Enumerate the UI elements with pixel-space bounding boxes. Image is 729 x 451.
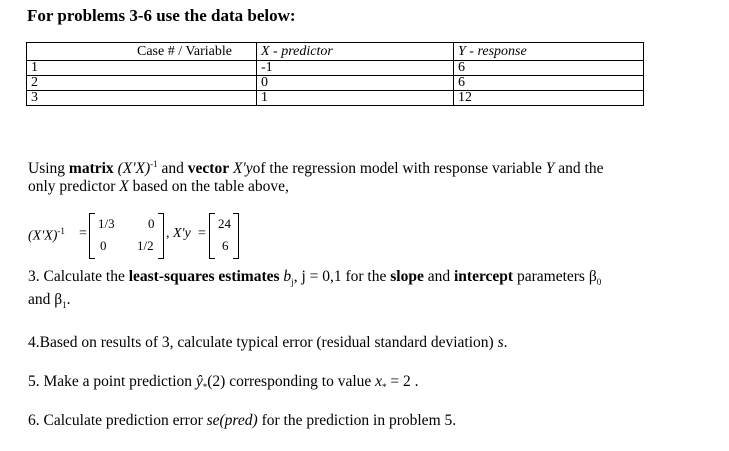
right-bracket [158, 213, 164, 259]
equals-sign: = [198, 226, 206, 241]
cell-y: 6 [454, 61, 644, 76]
intercept-term: intercept [453, 268, 514, 285]
cell-x: 0 [257, 76, 454, 91]
table-row [27, 91, 644, 106]
problem-4: 4.Based on results of 3, calculate typical error (residual standard deviation) s. [28, 334, 508, 351]
equals-sign: = [79, 226, 87, 241]
cell-y: 6 [454, 76, 644, 91]
intro-line-1: Using matrix $(X'X)^{-1}$ and vector X'yof the regression model with response variable Y and the [28, 159, 604, 178]
matrix-cell: 0 [148, 216, 155, 231]
intro-xtx: (X'X) [113, 160, 151, 178]
header-y: Y - response [454, 43, 644, 61]
cell-x: 1 [257, 91, 454, 106]
intro-x-var: X [119, 178, 129, 195]
slope-term: slope [390, 268, 424, 285]
problem-3-line-2: and $\beta_1$. [28, 291, 71, 311]
problem-3-line-1: 3. Calculate the least-squares estimates $b_j$, j = 0,1 for the slope and intercept parameters $\beta_0$ [28, 268, 602, 288]
xty-label: X'y [173, 226, 191, 241]
cell-case: 1 [27, 61, 257, 76]
intro-text: only predictor [28, 178, 120, 195]
matrix-cell: 0 [100, 238, 107, 253]
separator-comma: , [166, 226, 170, 241]
page-heading: For problems 3-6 use the data below: [27, 6, 296, 25]
vector-cell: 6 [222, 238, 229, 253]
right-bracket [233, 213, 239, 259]
left-bracket [89, 213, 95, 259]
intro-text: and the [554, 160, 604, 178]
table-row [27, 61, 644, 76]
ls-estimates-term: least-squares estimates [128, 268, 280, 285]
intro-y-var: Y [545, 160, 555, 178]
cell-y: 12 [454, 91, 644, 106]
intro-xty: X'y [229, 160, 253, 178]
intro-matrix-word: matrix [68, 160, 114, 178]
data-table [26, 42, 644, 106]
problem-6: 6. Calculate prediction error se(pred) for the prediction in problem 5. [28, 412, 457, 429]
intro-text: Using [28, 160, 69, 178]
intro-vector-word: vector [187, 160, 230, 178]
intro-text: and [157, 160, 188, 178]
matrix-cell: 1/2 [137, 238, 154, 253]
header-case: Case # / Variable [27, 43, 257, 61]
table-row [27, 76, 644, 91]
vector-cell: 24 [218, 216, 231, 231]
cell-x: -1 [257, 61, 454, 76]
intro-line-2 [28, 178, 289, 196]
cell-case: 3 [27, 91, 257, 106]
cell-case: 2 [27, 76, 257, 91]
xtx-inverse-label: $(X'X)^{-1}$ [28, 226, 65, 244]
left-bracket [209, 213, 215, 259]
header-x: X - predictor [257, 43, 454, 61]
problem-5: 5. Make a point prediction $ŷ_*(2)$ corresponding to value $x_* = 2$ . [28, 373, 419, 393]
table-header-row [27, 43, 644, 61]
intro-text: of the regression model with response variable [252, 160, 546, 178]
matrix-cell: 1/3 [98, 216, 115, 231]
intro-text: based on the table above, [128, 178, 289, 195]
